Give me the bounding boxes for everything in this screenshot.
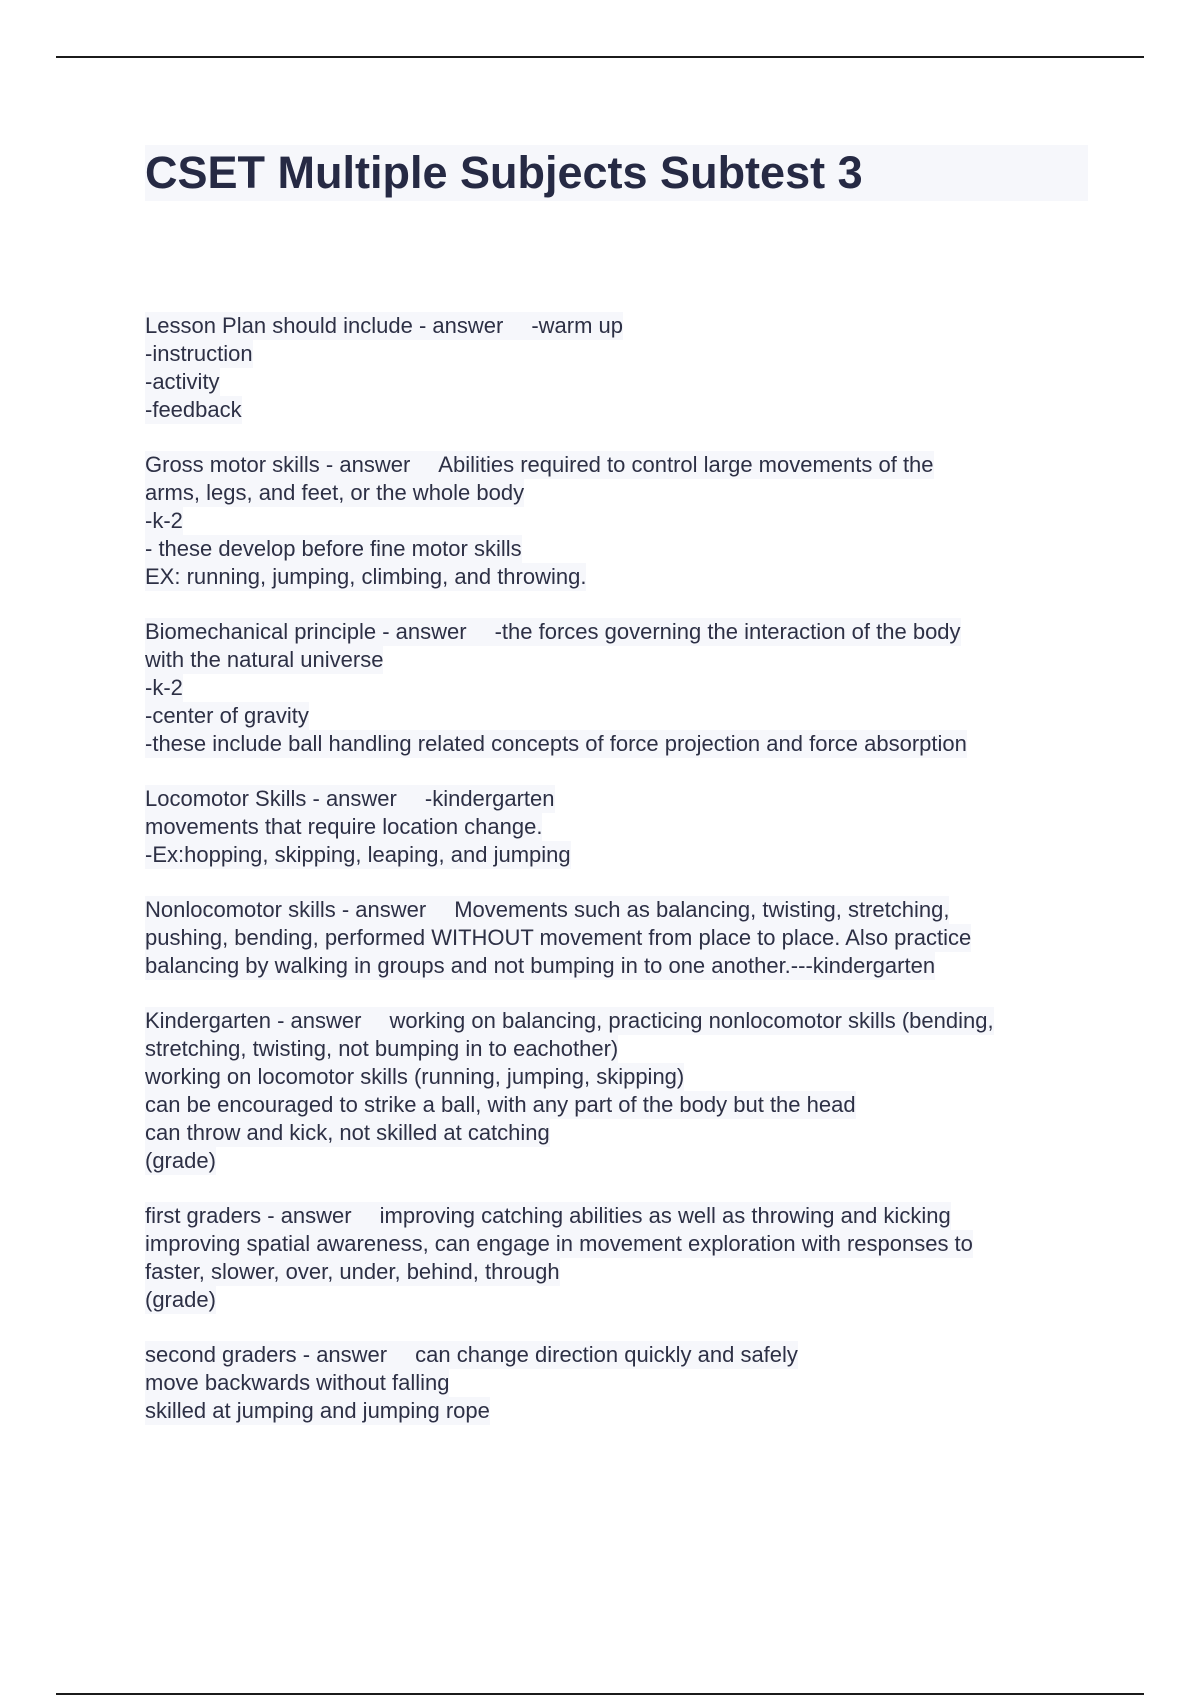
- entry-first-line: [145, 1007, 994, 1035]
- entry-answer: Movements such as balancing, twisting, stretching,: [454, 897, 950, 922]
- entry-term: second graders - answer: [145, 1342, 388, 1367]
- entry-line: faster, slower, over, under, behind, through: [145, 1259, 560, 1284]
- entry-line: working on locomotor skills (running, jumping, skipping): [145, 1064, 685, 1089]
- entry-line: -feedback: [145, 397, 242, 422]
- entry-answer: -the forces governing the interaction of the body: [494, 619, 961, 644]
- entry-term: Biomechanical principle - answer: [145, 619, 467, 644]
- entry-line: arms, legs, and feet, or the whole body: [145, 480, 525, 505]
- entry-answer: -kindergarten: [424, 786, 555, 811]
- entry-first-line: [145, 896, 949, 924]
- entry-line: improving spatial awareness, can engage in movement exploration with responses to: [145, 1231, 973, 1256]
- bottom-rule: [56, 1693, 1144, 1695]
- entry-line: stretching, twisting, not bumping in to eachother): [145, 1036, 619, 1061]
- entry-first-line: [145, 618, 961, 646]
- entry-line: - these develop before fine motor skills: [145, 536, 522, 561]
- entry-line: -activity: [145, 369, 220, 394]
- entry-term: Locomotor Skills - answer: [145, 786, 397, 811]
- entry-line: -k-2: [145, 675, 183, 700]
- entry-line: skilled at jumping and jumping rope: [145, 1398, 490, 1423]
- entry-answer: working on balancing, practicing nonlocomotor skills (bending,: [389, 1008, 994, 1033]
- entry-line: movements that require location change.: [145, 814, 543, 839]
- entry-term: Gross motor skills - answer: [145, 452, 411, 477]
- entry-line: move backwards without falling: [145, 1370, 450, 1395]
- entry-line: with the natural universe: [145, 647, 384, 672]
- title-block: [145, 145, 1088, 201]
- entry-line: can throw and kick, not skilled at catching: [145, 1120, 550, 1145]
- entry-answer: can change direction quickly and safely: [415, 1342, 798, 1367]
- entry-first-line: [145, 312, 623, 340]
- document-body: [145, 312, 1105, 1452]
- flashcard-entry: [145, 451, 1105, 591]
- flashcard-entry: [145, 618, 1105, 758]
- flashcard-entry: [145, 1341, 1105, 1425]
- entry-line: can be encouraged to strike a ball, with any part of the body but the head: [145, 1092, 856, 1117]
- entry-line: (grade): [145, 1148, 216, 1173]
- entry-line: -k-2: [145, 508, 183, 533]
- flashcard-entry: [145, 785, 1105, 869]
- entry-line: -these include ball handling related concepts of force projection and force absorption: [145, 731, 967, 756]
- entry-line: balancing by walking in groups and not bumping in to one another.---kindergarten: [145, 953, 936, 978]
- entry-line: -Ex:hopping, skipping, leaping, and jumping: [145, 842, 571, 867]
- entry-first-line: [145, 1202, 951, 1230]
- entry-term: Kindergarten - answer: [145, 1008, 362, 1033]
- entry-line: -center of gravity: [145, 703, 309, 728]
- top-rule: [56, 56, 1144, 58]
- entry-first-line: [145, 1341, 798, 1369]
- flashcard-entry: [145, 1202, 1105, 1314]
- flashcard-entry: [145, 896, 1105, 980]
- entry-term: first graders - answer: [145, 1203, 352, 1228]
- entry-first-line: [145, 785, 555, 813]
- entry-line: (grade): [145, 1287, 216, 1312]
- entry-answer: improving catching abilities as well as throwing and kicking: [379, 1203, 951, 1228]
- entry-line: pushing, bending, performed WITHOUT movement from place to place. Also practice: [145, 925, 972, 950]
- entry-answer: Abilities required to control large movements of the: [438, 452, 934, 477]
- entry-answer: -warm up: [531, 313, 624, 338]
- entry-line: -instruction: [145, 341, 253, 366]
- entry-line: EX: running, jumping, climbing, and throwing.: [145, 564, 587, 589]
- entry-first-line: [145, 451, 934, 479]
- flashcard-entry: [145, 312, 1105, 424]
- entry-term: Lesson Plan should include - answer: [145, 313, 504, 338]
- document-title: CSET Multiple Subjects Subtest 3: [145, 147, 863, 198]
- entry-term: Nonlocomotor skills - answer: [145, 897, 427, 922]
- flashcard-entry: [145, 1007, 1105, 1175]
